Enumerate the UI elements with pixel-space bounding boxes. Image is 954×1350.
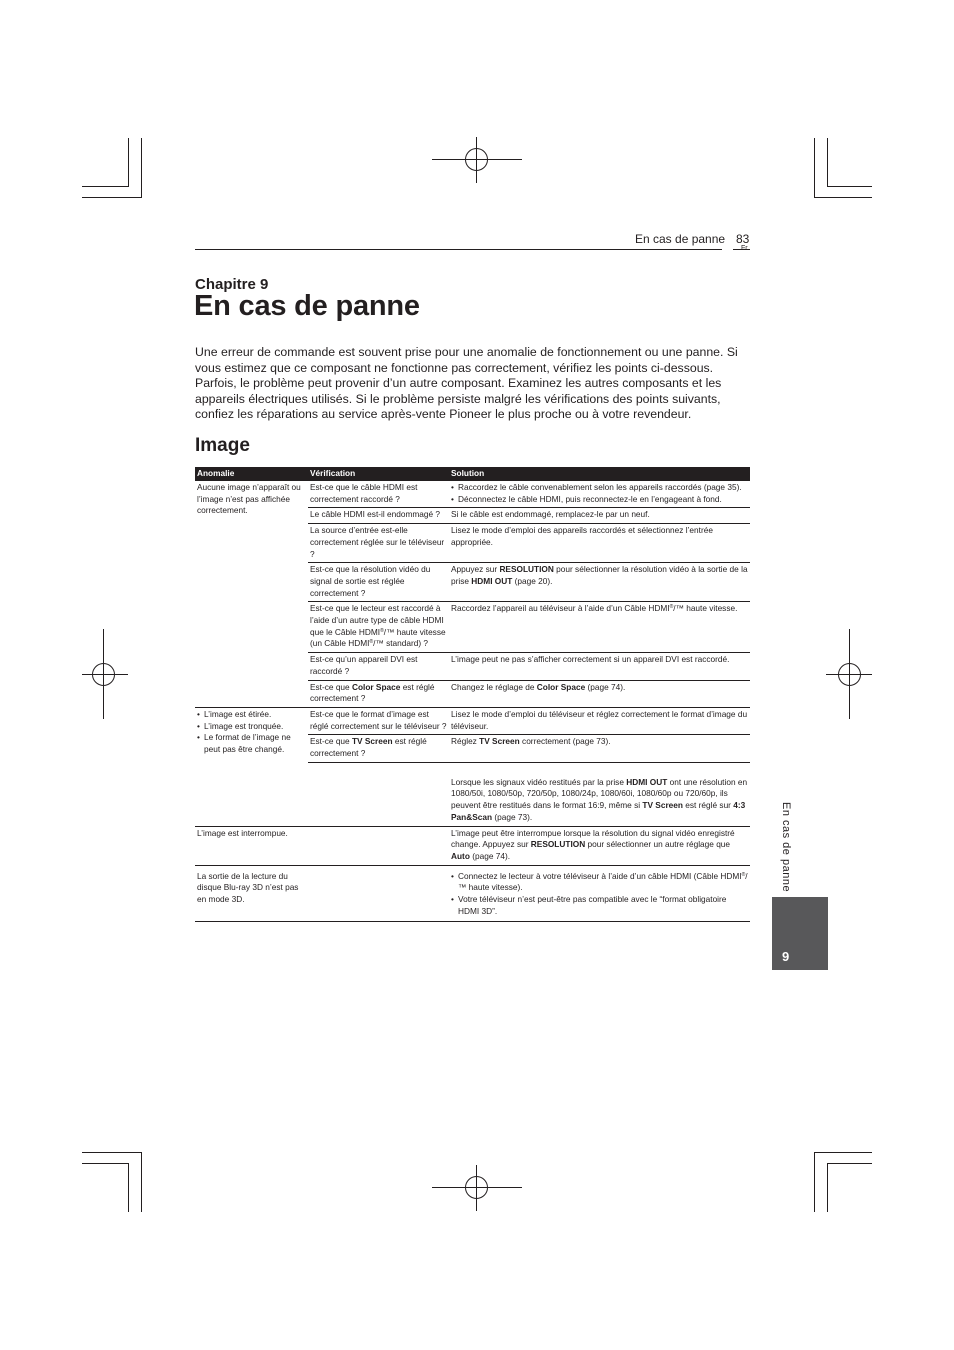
check-cell-empty — [308, 826, 449, 865]
keyword-hdmi-out: HDMI OUT — [626, 776, 668, 787]
anomaly-cell: L’image est interrompue. — [195, 826, 308, 865]
page-title: En cas de panne — [194, 290, 420, 322]
anomaly-bullet: • L’image est étirée. — [197, 709, 306, 721]
check-cell: Est-ce qu’un appareil DVI est raccordé ? — [308, 653, 449, 680]
text-run: (page 74). — [585, 681, 626, 692]
text-run: /™ haute vitesse). — [458, 870, 748, 893]
text-run: est réglé sur — [682, 800, 734, 811]
registered-mark: ® — [369, 639, 374, 646]
text-run: L’image peut être interrompue lorsque la résolution du signal vidéo enregistré change. Appuyez sur — [451, 827, 735, 850]
solution-cell — [449, 865, 750, 921]
solution-cell — [449, 563, 750, 602]
intro-paragraph: Une erreur de commande est souvent prise pour une anomalie de fonctionnement ou une panne. Si vous estimez que ce composant ne fonctionne pas correctement, vérifiez les points ci-dessous. Parfois, le problème peut provenir d’un autre composant. Examinez les autres composants et les appareils électriques utilisés. Si le problème persiste malgré les vérifications des points suivants, confiez les réparations au service après-vente Pioneer le plus proche ou à votre revendeur. — [195, 345, 738, 422]
keyword-hdmi-out: HDMI OUT — [471, 575, 513, 586]
chapter-label: Chapitre 9 — [195, 276, 269, 293]
table-header-row — [195, 467, 750, 481]
table-row — [195, 481, 750, 508]
anomaly-cell — [195, 707, 308, 826]
check-cell: Est-ce que le format d’image est réglé correctement sur le téléviseur ? — [308, 707, 449, 734]
text-run: est réglé correctement ? — [310, 681, 435, 704]
text-run: Réglez — [451, 736, 480, 747]
text-run: Raccordez l’appareil au téléviseur à l’aide d’un Câble HDMI — [451, 603, 670, 614]
solution-cell: Lisez le mode d’emploi des appareils raccordés et sélectionnez l’entrée appropriée. — [449, 524, 750, 563]
keyword-tv-screen: TV Screen — [351, 736, 393, 747]
text-run: pour sélectionner la résolution vidéo à la sortie de la prise — [451, 564, 748, 586]
table-row — [195, 826, 750, 865]
text-run: Appuyez sur — [451, 564, 500, 575]
solution-cell — [449, 481, 750, 508]
text-run: Connectez le lecteur à votre téléviseur à l’aide d’un câble HDMI (Câble HDMI — [458, 870, 742, 881]
column-header-verification: Vérification — [308, 467, 449, 481]
solution-bullet: • Raccordez le câble convenablement selon les appareils raccordés (page 35). — [451, 482, 748, 494]
side-tab-label: En cas de panne — [780, 802, 792, 893]
solution-cell: Si le câble est endommagé, remplacez-le par un neuf. — [449, 508, 750, 524]
keyword-color-space: Color Space — [351, 681, 401, 692]
solution-cell: L’image peut ne pas s’afficher correctement si un appareil DVI est raccordé. — [449, 653, 750, 680]
text-run: /™ haute vitesse. — [673, 603, 738, 614]
solution-cell: Lisez le mode d’emploi du téléviseur et réglez correctement le format d’image du téléviseur. — [449, 707, 750, 734]
column-header-solution: Solution — [449, 467, 750, 481]
registered-mark: ® — [741, 871, 746, 878]
anomaly-bullet: • L’image est tronquée. — [197, 721, 306, 733]
running-header-section: En cas de panne — [635, 232, 726, 246]
text-run: Changez le réglage de — [451, 681, 537, 692]
solution-cell — [449, 735, 750, 762]
anomaly-cell: La sortie de la lecture du disque Blu-ray 3D n’est pas en mode 3D. — [195, 865, 308, 921]
header-rule — [195, 249, 722, 250]
table-row — [195, 865, 750, 921]
keyword-tv-screen: TV Screen — [642, 800, 683, 811]
keyword-tv-screen: TV Screen — [479, 736, 520, 747]
keyword-color-space: Color Space — [536, 681, 586, 692]
chapter-tab-number: 9 — [782, 949, 790, 964]
solution-cell — [449, 680, 750, 707]
troubleshooting-table — [195, 467, 750, 922]
text-run: (page 20). — [512, 575, 553, 586]
section-title-image: Image — [195, 435, 250, 456]
check-cell — [308, 735, 449, 762]
check-cell — [308, 602, 449, 653]
text-run: Est-ce que — [310, 681, 352, 692]
check-cell-empty — [308, 762, 449, 826]
text-run: ont une résolution en 1080/50i, 1080/50p, 720/50p, 1080/24p, 1080/60i, 1080/60p ou 720/60p, ils peuvent être restitués dans le format 16:9, même si — [451, 776, 748, 811]
anomaly-bullet: • Le format de l’image ne peut pas être changé. — [197, 732, 306, 755]
chapter-tab — [772, 897, 828, 970]
text-run: (page 74). — [469, 850, 511, 861]
registered-mark: ® — [380, 627, 384, 634]
solution-bullet: • Déconnectez le câble HDMI, puis reconnectez-le en l’engageant à fond. — [451, 494, 748, 506]
text-run: /™ haute vitesse (un Câble HDMI — [310, 626, 446, 649]
keyword-auto: Auto — [451, 850, 470, 861]
text-run: pour sélectionner un autre réglage que — [585, 839, 731, 850]
text-run: Est-ce que le lecteur est raccordé à l’aide d’un autre type de câble HDMI que le Câble HDMI — [310, 603, 444, 637]
solution-cell — [449, 762, 750, 826]
header-rule-right — [733, 249, 750, 250]
table-row — [195, 707, 750, 734]
column-header-anomalie: Anomalie — [195, 467, 308, 481]
text-run: est réglé correctement ? — [310, 736, 427, 759]
solution-cell — [449, 602, 750, 653]
keyword-resolution: RESOLUTION — [530, 839, 586, 850]
text-run: (page 73). — [492, 811, 533, 822]
check-cell: Est-ce que le câble HDMI est correctement raccordé ? — [308, 481, 449, 508]
check-cell: Le câble HDMI est-il endommagé ? — [308, 508, 449, 524]
text-run: Lorsque les signaux vidéo restitués par la prise — [451, 776, 627, 787]
text-run: Est-ce que — [310, 736, 352, 747]
solution-bullet — [451, 871, 748, 894]
check-cell-empty — [308, 865, 449, 921]
check-cell: La source d’entrée est-elle correctement réglée sur le téléviseur ? — [308, 524, 449, 563]
page-number: 83 — [736, 232, 750, 246]
check-cell: Est-ce que la résolution vidéo du signal de sortie est réglée correctement ? — [308, 563, 449, 602]
check-cell — [308, 680, 449, 707]
solution-bullet: • Votre téléviseur n’est peut-être pas compatible avec le “format obligatoire HDMI 3D”. — [451, 894, 748, 917]
keyword-pan-scan: 4:3 Pan&Scan — [451, 800, 746, 822]
text-run: correctement (page 73). — [519, 736, 611, 747]
solution-cell — [449, 826, 750, 865]
anomaly-cell: Aucune image n’apparaît ou l’image n’est pas affichée correctement. — [195, 481, 308, 707]
text-run: /™ standard) ? — [373, 638, 429, 649]
registered-mark: ® — [669, 604, 674, 611]
keyword-resolution: RESOLUTION — [499, 564, 554, 575]
